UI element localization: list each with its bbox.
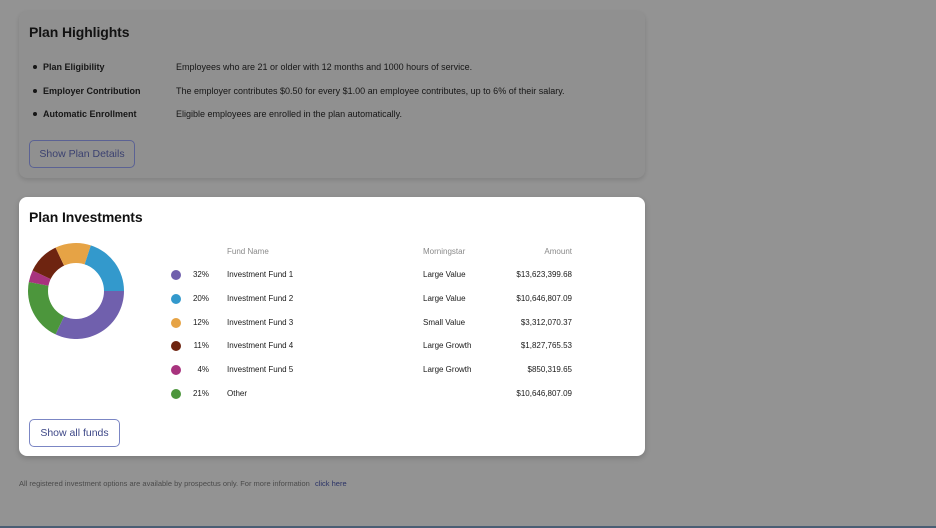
click-here-link[interactable]: click here	[314, 479, 347, 488]
fund-name: Investment Fund 4	[227, 341, 294, 350]
highlight-value: Employees who are 21 or older with 12 months and 1000 hours of service.	[176, 62, 473, 72]
fund-morningstar: Large Growth	[423, 341, 472, 350]
plan-highlights-card	[19, 11, 645, 178]
fund-percent: 11%	[193, 341, 209, 350]
plan-investments-card	[19, 197, 645, 456]
fund-amount: $10,646,807.09	[516, 294, 572, 303]
highlight-label: Plan Eligibility	[43, 62, 105, 72]
fund-row	[19, 267, 645, 283]
bullet-icon	[33, 89, 37, 93]
highlight-label: Automatic Enrollment	[43, 109, 137, 119]
disclaimer-text: All registered investment options are available by prospectus only. For more information	[19, 479, 310, 488]
fund-row	[19, 315, 645, 331]
highlight-value: Eligible employees are enrolled in the plan automatically.	[176, 109, 402, 119]
fund-morningstar: Large Value	[423, 294, 466, 303]
fund-row	[19, 291, 645, 307]
highlight-label: Employer Contribution	[43, 86, 141, 96]
fund-morningstar: Large Value	[423, 270, 466, 279]
fund-percent: 21%	[192, 389, 209, 398]
fund-name: Investment Fund 5	[227, 365, 294, 374]
bullet-icon	[33, 112, 37, 116]
bullet-icon	[33, 65, 37, 69]
fund-percent: 4%	[197, 365, 209, 374]
fund-row	[19, 362, 645, 378]
fund-amount: $850,319.65	[527, 365, 572, 374]
fund-amount: $1,827,765.53	[520, 341, 572, 350]
fund-name: Investment Fund 2	[227, 294, 294, 303]
column-header-morningstar: Morningstar	[423, 247, 466, 256]
fund-percent: 32%	[192, 270, 209, 279]
fund-percent: 12%	[192, 318, 209, 327]
fund-morningstar: Small Value	[423, 318, 466, 327]
fund-percent: 20%	[192, 294, 209, 303]
fund-row	[19, 386, 645, 402]
highlight-item-employer-contribution	[33, 86, 565, 96]
plan-highlights-title: Plan Highlights	[29, 24, 130, 40]
highlight-value: The employer contributes $0.50 for every $1.00 an employee contributes, up to 6% of their salary.	[176, 86, 565, 96]
column-header-amount: Amount	[544, 247, 572, 256]
fund-amount: $3,312,070.37	[520, 318, 572, 327]
fund-morningstar: Large Growth	[423, 365, 472, 374]
fund-row	[19, 338, 645, 354]
column-header-fund-name: Fund Name	[227, 247, 269, 256]
show-plan-details-button[interactable]: Show Plan Details	[29, 140, 135, 168]
plan-investments-title: Plan Investments	[29, 209, 143, 225]
fund-name: Other	[227, 389, 248, 398]
fund-name: Investment Fund 1	[227, 270, 294, 279]
show-all-funds-button[interactable]: Show all funds	[29, 419, 120, 447]
fund-amount: $10,646,807.09	[516, 389, 572, 398]
highlight-item-eligibility	[33, 62, 472, 72]
prospectus-disclaimer	[19, 479, 347, 488]
fund-amount: $13,623,399.68	[516, 270, 572, 279]
fund-name: Investment Fund 3	[227, 318, 294, 327]
highlight-item-automatic-enrollment	[33, 109, 402, 119]
